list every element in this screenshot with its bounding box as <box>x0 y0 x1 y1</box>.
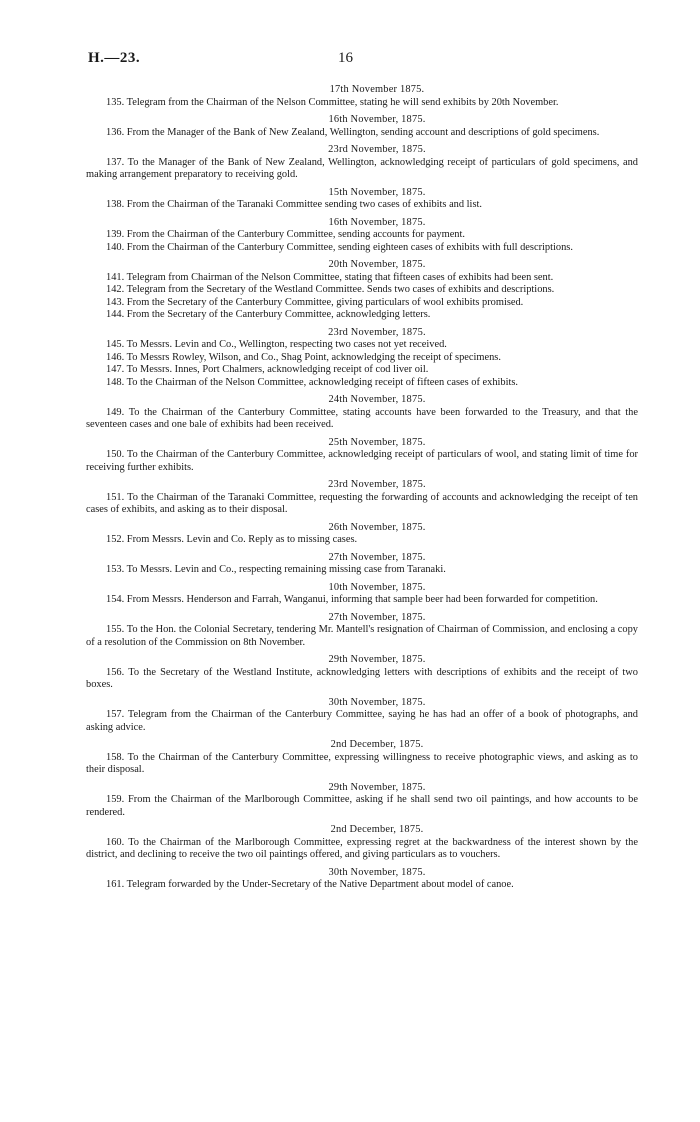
entry-number: 139. <box>106 229 125 240</box>
entry-number: 142. <box>106 284 125 295</box>
entry-text: To the Chairman of the Taranaki Committee, requesting the forwarding of accounts and acknowledging the receipt of ten cases of exhibits, and asking as to their disposal. <box>86 491 638 515</box>
correspondence-entry <box>86 97 638 110</box>
entry-text: From the Chairman of the Canterbury Committee, sending eighteen cases of exhibits with full descriptions. <box>126 241 573 253</box>
entry-date: 20th November, 1875. <box>328 259 426 270</box>
entry-date: 2nd December, 1875. <box>330 824 424 835</box>
entry-text: From the Manager of the Bank of New Zealand, Wellington, sending account and descriptions of gold specimens. <box>126 126 600 138</box>
entry-text: To Messrs Rowley, Wilson, and Co., Shag Point, acknowledging the receipt of specimens. <box>126 351 501 363</box>
entry-text: To the Secretary of the Westland Institute, acknowledging letters with descriptions of exhibits and the receipt of two boxes. <box>86 666 638 690</box>
entry-number: 150. <box>106 449 125 460</box>
entry-number: 138. <box>106 199 125 210</box>
entry-number: 152. <box>106 534 125 545</box>
entry-date: 27th November, 1875. <box>328 611 426 623</box>
correspondence-entry <box>86 309 638 322</box>
entry-text: To Messrs. Levin and Co., Wellington, respecting two cases not yet received. <box>126 339 447 350</box>
document-reference: H.—23. <box>88 50 141 66</box>
correspondence-entry <box>86 667 638 692</box>
correspondence-entry <box>86 364 638 377</box>
entry-number: 157. <box>106 709 125 720</box>
correspondence-entry <box>86 879 638 892</box>
entry-text: From the Chairman of the Marlborough Committee, asking if he shall send two oil paintings, and how accounts to be rendered. <box>86 794 638 818</box>
entry-number: 137. <box>106 156 125 168</box>
entry-number: 135. <box>106 96 125 108</box>
entry-number: 156. <box>106 666 125 678</box>
correspondence-entry <box>86 377 638 390</box>
entry-text: To the Chairman of the Canterbury Committee, stating accounts have been forwarded to the Treasury, and that the seventeen cases and one bale of exhibits had been received. <box>86 406 638 430</box>
correspondence-entry <box>86 564 638 577</box>
correspondence-entry <box>86 407 638 432</box>
entry-text: To the Chairman of the Marlborough Committee, expressing regret at the backwardness of the interest shown by the district, and declining to receive the two oil paintings offered, and giving particulars as to vouchers. <box>86 836 638 860</box>
entry-number: 145. <box>106 339 125 350</box>
entry-text: From the Chairman of the Canterbury Committee, sending accounts for payment. <box>126 229 465 240</box>
entry-text: To Messrs. Innes, Port Chalmers, acknowledging receipt of cod liver oil. <box>126 364 429 375</box>
correspondence-entry <box>86 352 638 365</box>
entry-date: 26th November, 1875. <box>328 521 426 533</box>
entry-text: From the Chairman of the Taranaki Committee sending two cases of exhibits and list. <box>126 199 482 210</box>
entry-text: To the Chairman of the Nelson Committee, acknowledging receipt of fifteen cases of exhibits. <box>126 376 519 388</box>
entry-date: 27th November, 1875. <box>328 551 426 563</box>
entry-text: Telegram from the Chairman of the Nelson Committee, stating he will send exhibits by 20th November. <box>126 96 559 108</box>
correspondence-entry <box>86 297 638 310</box>
entry-number: 155. <box>106 624 125 635</box>
correspondence-entry <box>86 594 638 607</box>
entry-date: 2nd December, 1875. <box>330 739 424 750</box>
entry-text: From the Secretary of the Canterbury Committee, acknowledging letters. <box>126 309 431 320</box>
entry-number: 158. <box>106 751 125 763</box>
entry-number: 159. <box>106 794 125 805</box>
correspondence-entry <box>86 794 638 819</box>
entry-text: To Messrs. Levin and Co., respecting remaining missing case from Taranaki. <box>126 564 446 575</box>
correspondence-entry <box>86 752 638 777</box>
entry-number: 147. <box>106 364 125 375</box>
entry-number: 146. <box>106 351 125 363</box>
entry-number: 143. <box>106 296 125 308</box>
entry-date: 29th November, 1875. <box>328 654 426 665</box>
correspondence-entry <box>86 127 638 140</box>
page-number: 16 <box>338 50 353 66</box>
entry-date: 23rd November, 1875. <box>328 326 426 338</box>
correspondence-entry <box>86 492 638 517</box>
entry-number: 136. <box>106 126 125 138</box>
entry-date: 23rd November, 1875. <box>328 479 426 490</box>
entry-date: 25th November, 1875. <box>328 436 426 448</box>
entry-text: Telegram from the Chairman of the Canterbury Committee, saying he has had an offer of a book of photographs, and asking advice. <box>86 709 639 733</box>
entry-text: Telegram from Chairman of the Nelson Committee, stating that fifteen cases of exhibits had been sent. <box>126 271 554 283</box>
entry-date: 16th November, 1875. <box>328 216 426 228</box>
correspondence-list <box>86 84 638 892</box>
entry-text: Telegram from the Secretary of the Westland Committee. Sends two cases of exhibits and descriptions. <box>126 284 555 295</box>
entry-number: 149. <box>106 406 125 418</box>
correspondence-entry <box>86 709 638 734</box>
correspondence-entry <box>86 624 638 649</box>
entry-date: 29th November, 1875. <box>328 781 426 793</box>
correspondence-entry <box>86 534 638 547</box>
entry-number: 160. <box>106 836 125 848</box>
correspondence-entry <box>86 157 638 182</box>
entry-number: 140. <box>106 241 125 253</box>
entry-text: From the Secretary of the Canterbury Committee, giving particulars of wool exhibits promised. <box>126 296 524 308</box>
correspondence-entry <box>86 284 638 297</box>
correspondence-entry <box>86 242 638 255</box>
correspondence-entry <box>86 199 638 212</box>
entry-date: 30th November, 1875. <box>328 696 426 708</box>
entry-number: 148. <box>106 376 125 388</box>
entry-number: 153. <box>106 564 125 575</box>
correspondence-entry <box>86 837 638 862</box>
entry-date: 17th November 1875. <box>329 84 425 95</box>
entry-text: From Messrs. Levin and Co. Reply as to missing cases. <box>126 534 358 545</box>
entry-date: 23rd November, 1875. <box>328 144 426 155</box>
entry-text: To the Chairman of the Canterbury Committee, expressing willingness to receive photographic views, and asking as to their disposal. <box>86 751 638 775</box>
correspondence-entry <box>86 339 638 352</box>
entry-number: 154. <box>106 594 125 605</box>
entry-text: Telegram forwarded by the Under-Secretary of the Native Department about model of canoe. <box>126 879 514 890</box>
entry-date: 16th November, 1875. <box>328 114 426 125</box>
entry-text: To the Hon. the Colonial Secretary, tendering Mr. Mantell's resignation of Chairman of Commission, and enclosing a copy of a resolution of the Commission on 8th November. <box>86 624 638 648</box>
correspondence-entry <box>86 229 638 242</box>
entry-date: 30th November, 1875. <box>328 866 426 878</box>
entry-number: 141. <box>106 271 125 283</box>
entry-number: 151. <box>106 491 125 503</box>
entry-number: 144. <box>106 309 125 320</box>
correspondence-entry <box>86 272 638 285</box>
entry-text: From Messrs. Henderson and Farrah, Wanganui, informing that sample beer had been forwarded for competition. <box>126 594 598 605</box>
correspondence-entry <box>86 449 638 474</box>
entry-number: 161. <box>106 879 125 890</box>
entry-date: 24th November, 1875. <box>328 394 426 405</box>
entry-date: 15th November, 1875. <box>328 186 426 198</box>
entry-date: 10th November, 1875. <box>328 581 426 593</box>
entry-text: To the Chairman of the Canterbury Committee, acknowledging receipt of particulars of wool, and stating limit of time for receiving further exhibits. <box>86 449 638 473</box>
entry-text: To the Manager of the Bank of New Zealand, Wellington, acknowledging receipt of particulars of gold specimens, and making arrangement preparatory to receiving gold. <box>86 156 638 180</box>
